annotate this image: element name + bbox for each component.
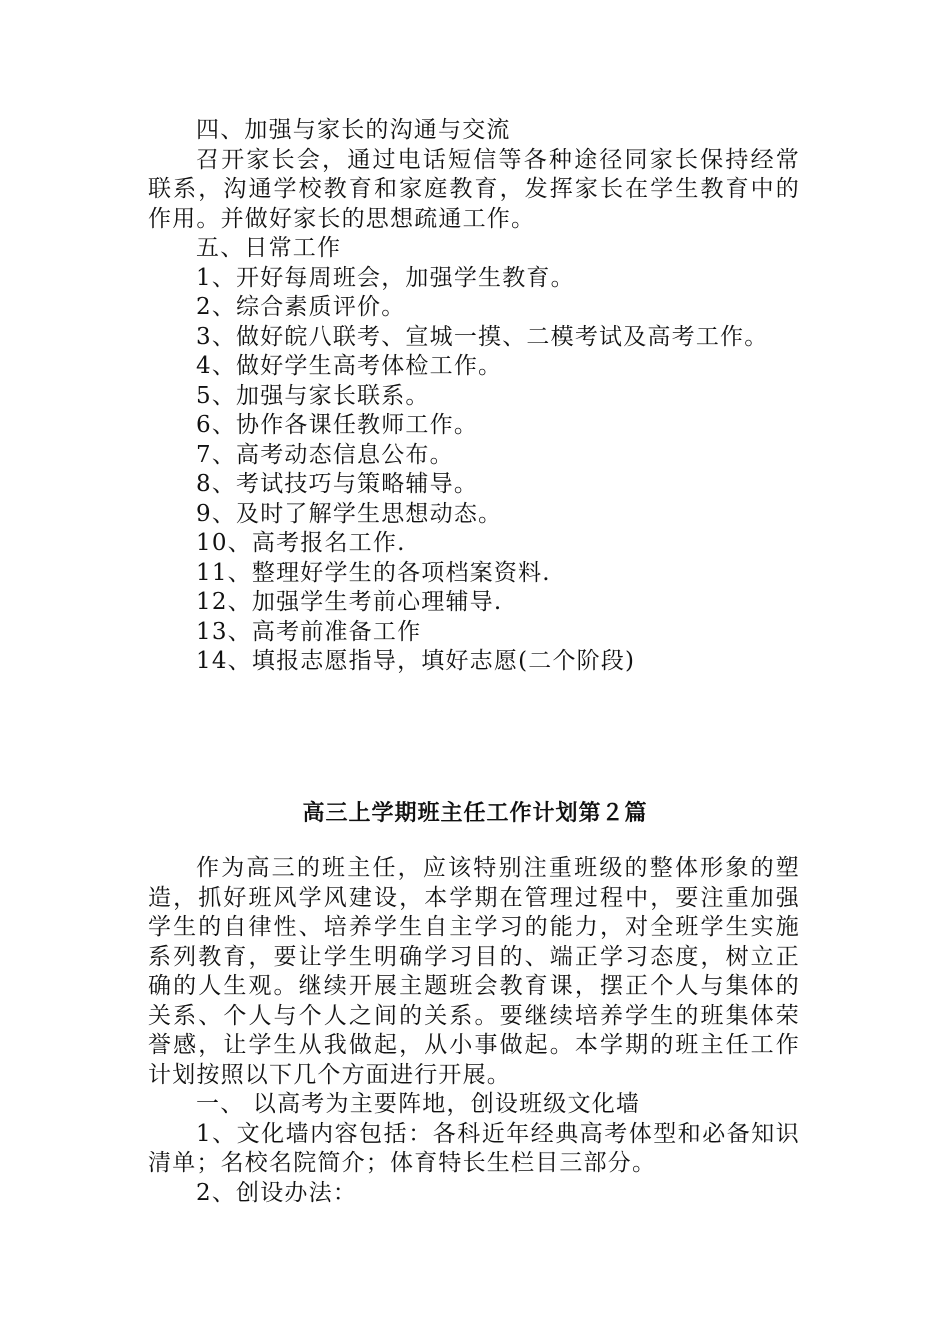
list-item: 10、高考报名工作. bbox=[196, 530, 406, 556]
section-one bbox=[148, 116, 800, 677]
list-item: 1、文化墙内容包括：各科近年经典高考体型和必备知识清单；名校名院简介；体育特长生栏目三部分。 bbox=[148, 1120, 800, 1176]
heading-culture-wall: 一、 以高考为主要阵地，创设班级文化墙 bbox=[196, 1091, 641, 1117]
list-item: 2、综合素质评价。 bbox=[196, 294, 406, 320]
list-item: 9、及时了解学生思想动态。 bbox=[196, 500, 503, 527]
heading-daily-work: 五、日常工作 bbox=[196, 235, 342, 261]
paragraph-parent-communication: 召开家长会，通过电话短信等各种途径同家长保持经常联系，沟通学校教育和家庭教育，发挥家长在学生教育中的作用。并做好家长的思想疏通工作。 bbox=[148, 146, 800, 232]
list-item: 2、创设办法： bbox=[196, 1179, 358, 1206]
section-two bbox=[148, 854, 800, 1208]
list-item: 12、加强学生考前心理辅导. bbox=[196, 589, 503, 615]
list-item: 6、协作各课任教师工作。 bbox=[196, 412, 479, 438]
list-item: 8、考试技巧与策略辅导。 bbox=[196, 471, 479, 497]
list-item: 1、开好每周班会，加强学生教育。 bbox=[196, 264, 575, 291]
article-title: 高三上学期班主任工作计划第２篇 bbox=[302, 801, 648, 826]
list-item: 11、整理好学生的各项档案资料. bbox=[196, 559, 551, 586]
list-item: 14、填报志愿指导，填好志愿(二个阶段) bbox=[196, 648, 636, 674]
list-item: 13、高考前准备工作 bbox=[196, 618, 422, 645]
list-item: 4、做好学生高考体检工作。 bbox=[196, 353, 503, 379]
list-item: 7、高考动态信息公布。 bbox=[196, 441, 454, 468]
paragraph-intro: 作为高三的班主任，应该特别注重班级的整体形象的塑造，抓好班风学风建设，本学期在管理过程中，要注重加强学生的自律性、培养学生自主学习的能力，对全班学生实施系列教育，要让学生明确学习目的、端正学习态度，树立正确的人生观。继续开展主题班会教育课，摆正个人与集体的关系、个人与个人之间的关系。要继续培养学生的班集体荣誉感，让学生从我做起，从小事做起。本学期的班主任工作计划按照以下几个方面进行开展。 bbox=[148, 855, 800, 1088]
heading-communication: 四、加强与家长的沟通与交流 bbox=[196, 117, 511, 143]
list-item: 5、加强与家长联系。 bbox=[196, 382, 430, 409]
list-item: 3、做好皖八联考、宣城一摸、二模考试及高考工作。 bbox=[196, 323, 769, 350]
